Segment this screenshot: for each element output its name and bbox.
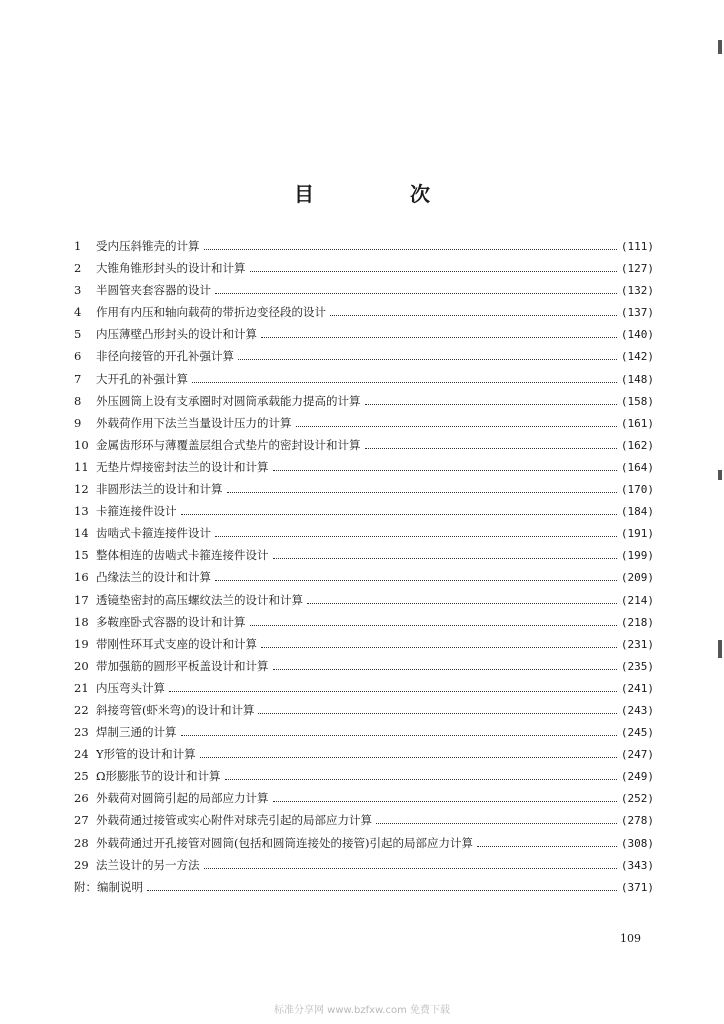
toc-entry-page: (278) xyxy=(620,814,654,828)
toc-entry-number: 7 xyxy=(74,371,82,386)
toc-entry-label: 作用有内压和轴向载荷的带折边变径段的设计 xyxy=(96,305,326,320)
dot-leader xyxy=(365,448,617,449)
dot-leader xyxy=(273,669,617,670)
dot-leader xyxy=(296,426,617,427)
toc-entry xyxy=(74,569,654,591)
toc-entry-number: 15 xyxy=(74,548,89,563)
dot-leader xyxy=(273,470,617,471)
toc-entry-number: 29 xyxy=(74,857,89,872)
toc-entry-number: 21 xyxy=(74,680,89,695)
toc-entry-page: (132) xyxy=(620,284,654,298)
toc-entry-label: 齿啮式卡箍连接件设计 xyxy=(96,526,211,541)
toc-entry-label: 多鞍座卧式容器的设计和计算 xyxy=(96,614,246,629)
toc-entry-page: (199) xyxy=(620,549,654,563)
toc-entry xyxy=(74,437,654,459)
dot-leader xyxy=(204,868,617,869)
toc-entry-label: 卡箍连接件设计 xyxy=(96,504,177,519)
dot-leader xyxy=(376,823,617,824)
toc-entry-number: 18 xyxy=(74,614,89,629)
toc-entry xyxy=(74,238,654,260)
toc-entry-page: (252) xyxy=(620,792,654,806)
toc-entry-number: 14 xyxy=(74,526,89,541)
toc-entry xyxy=(74,282,654,304)
toc-entry-page: (343) xyxy=(620,858,654,872)
dot-leader xyxy=(307,603,617,604)
dot-leader xyxy=(200,757,617,758)
toc-entry-number: 23 xyxy=(74,725,89,740)
dot-leader xyxy=(261,647,617,648)
toc-entry-page: (231) xyxy=(620,637,654,651)
toc-entry xyxy=(74,857,654,879)
toc-entry-page: (214) xyxy=(620,593,654,607)
toc-entry xyxy=(74,724,654,746)
toc-entry-page: (243) xyxy=(620,703,654,717)
toc-entry-number: 2 xyxy=(74,261,82,276)
toc-entry-label: Ω形膨胀节的设计和计算 xyxy=(96,769,221,784)
toc-entry-number: 26 xyxy=(74,791,89,806)
scan-edge-mark xyxy=(718,640,722,658)
toc-entry-page: (241) xyxy=(620,681,654,695)
toc-entry-number: 8 xyxy=(74,393,82,408)
toc-entry xyxy=(74,326,654,348)
toc-entry xyxy=(74,746,654,768)
toc-entry-label: 无垫片焊接密封法兰的设计和计算 xyxy=(96,459,269,474)
page-number: 109 xyxy=(620,932,641,945)
toc-entry-label: 外载荷作用下法兰当量设计压力的计算 xyxy=(96,415,292,430)
toc-entry-page: (209) xyxy=(620,571,654,585)
toc-entry-page: (127) xyxy=(620,262,654,276)
dot-leader xyxy=(330,315,617,316)
toc-entry-number: 27 xyxy=(74,813,89,828)
dot-leader xyxy=(215,580,617,581)
toc-entry-page: (249) xyxy=(620,770,654,784)
toc-entry-label: 整体相连的齿啮式卡箍连接件设计 xyxy=(96,548,269,563)
scan-edge-mark xyxy=(718,470,722,480)
toc-entry-label: 斜接弯管(虾米弯)的设计和计算 xyxy=(96,702,255,717)
toc-entry-label: 带刚性环耳式支座的设计和计算 xyxy=(96,636,257,651)
toc-entry-page: (371) xyxy=(620,880,654,894)
toc-entry xyxy=(74,304,654,326)
toc-entry xyxy=(74,503,654,525)
dot-leader xyxy=(273,801,617,802)
toc-appendix-entry xyxy=(74,879,654,901)
toc-entry-page: (245) xyxy=(620,726,654,740)
toc-entry-number: 10 xyxy=(74,437,89,452)
dot-leader xyxy=(147,890,617,891)
toc-entry-number: 5 xyxy=(74,327,82,342)
toc-entry-number: 25 xyxy=(74,769,89,784)
toc-entry-page: (235) xyxy=(620,659,654,673)
toc-entry-number: 6 xyxy=(74,349,82,364)
toc-entry xyxy=(74,393,654,415)
dot-leader xyxy=(181,514,617,515)
toc-entry xyxy=(74,415,654,437)
dot-leader xyxy=(365,404,617,405)
toc-entry-page: (142) xyxy=(620,350,654,364)
toc-entry-number: 22 xyxy=(74,702,89,717)
toc-entry xyxy=(74,812,654,834)
dot-leader xyxy=(169,691,617,692)
dot-leader xyxy=(192,382,617,383)
toc-entry-label: 焊制三通的计算 xyxy=(96,725,177,740)
toc-entry xyxy=(74,525,654,547)
dot-leader xyxy=(225,779,617,780)
toc-entry-page: (170) xyxy=(620,483,654,497)
dot-leader xyxy=(250,271,617,272)
toc-entry xyxy=(74,547,654,569)
dot-leader xyxy=(273,558,617,559)
dot-leader xyxy=(258,713,616,714)
toc-entry-label: 大锥角锥形封头的设计和计算 xyxy=(96,261,246,276)
toc-entry-label: 透镜垫密封的高压螺纹法兰的设计和计算 xyxy=(96,592,303,607)
dot-leader xyxy=(238,359,617,360)
toc-entry-label: 内压弯头计算 xyxy=(96,680,165,695)
toc-entry xyxy=(74,790,654,812)
toc-entry-label: 内压薄壁凸形封头的设计和计算 xyxy=(96,327,257,342)
toc-entry-number: 20 xyxy=(74,658,89,673)
toc-entry-page: (184) xyxy=(620,505,654,519)
dot-leader xyxy=(204,249,617,250)
toc-entry-number: 9 xyxy=(74,415,82,430)
toc-entry-label: 受内压斜锥壳的计算 xyxy=(96,239,200,253)
toc-entry-page: (111) xyxy=(620,240,654,253)
dot-leader xyxy=(215,536,617,537)
toc-entry xyxy=(74,459,654,481)
toc-entry-number: 3 xyxy=(74,283,82,298)
toc-entry xyxy=(74,636,654,658)
toc-entry-page: (148) xyxy=(620,372,654,386)
toc-entry-label: 大开孔的补强计算 xyxy=(96,371,188,386)
dot-leader xyxy=(227,492,617,493)
table-of-contents xyxy=(74,238,654,901)
toc-entry-number: 24 xyxy=(74,747,89,762)
toc-entry-page: (164) xyxy=(620,460,654,474)
toc-entry-number: 16 xyxy=(74,570,89,585)
toc-entry xyxy=(74,592,654,614)
toc-entry-page: (247) xyxy=(620,748,654,762)
dot-leader xyxy=(215,293,617,294)
toc-entry xyxy=(74,702,654,724)
toc-entry-label: Y形管的设计和计算 xyxy=(96,747,196,762)
toc-entry-page: (162) xyxy=(620,438,654,452)
toc-entry xyxy=(74,260,654,282)
toc-entry-number: 4 xyxy=(74,305,82,320)
dot-leader xyxy=(477,846,617,847)
toc-entry xyxy=(74,348,654,370)
toc-entry-label: 金属齿形环与薄覆盖层组合式垫片的密封设计和计算 xyxy=(96,437,361,452)
toc-entry xyxy=(74,371,654,393)
toc-entry-number: 1 xyxy=(74,239,82,253)
toc-entry-page: (218) xyxy=(620,615,654,629)
toc-entry xyxy=(74,658,654,680)
toc-entry xyxy=(74,768,654,790)
toc-entry-label: 带加强筋的圆形平板盖设计和计算 xyxy=(96,658,269,673)
toc-entry-label: 附：编制说明 xyxy=(74,879,143,894)
toc-entry-page: (140) xyxy=(620,328,654,342)
toc-entry-page: (161) xyxy=(620,416,654,430)
toc-entry xyxy=(74,481,654,503)
toc-entry-label: 半圆管夹套容器的设计 xyxy=(96,283,211,298)
toc-entry-label: 法兰设计的另一方法 xyxy=(96,857,200,872)
toc-entry-label: 外载荷对圆筒引起的局部应力计算 xyxy=(96,791,269,806)
toc-entry-page: (191) xyxy=(620,527,654,541)
toc-title: 目 次 xyxy=(294,182,468,206)
dot-leader xyxy=(261,337,617,338)
toc-entry-label: 外载荷通过开孔接管对圆筒(包括和圆筒连接处的接管)引起的局部应力计算 xyxy=(96,835,473,850)
toc-entry-number: 28 xyxy=(74,835,89,850)
toc-entry-label: 外压圆筒上设有支承圈时对圆筒承载能力提高的计算 xyxy=(96,393,361,408)
toc-entry-label: 非径向接管的开孔补强计算 xyxy=(96,349,234,364)
toc-entry-label: 凸缘法兰的设计和计算 xyxy=(96,570,211,585)
toc-entry-label: 非圆形法兰的设计和计算 xyxy=(96,482,223,497)
dot-leader xyxy=(250,625,617,626)
toc-entry xyxy=(74,835,654,857)
toc-entry-number: 13 xyxy=(74,504,89,519)
toc-entry xyxy=(74,614,654,636)
watermark: 标准分享网 www.bzfxw.com 免费下载 xyxy=(274,1005,450,1016)
toc-entry-number: 19 xyxy=(74,636,89,651)
toc-entry-page: (137) xyxy=(620,306,654,320)
toc-entry-label: 外载荷通过接管或实心附件对球壳引起的局部应力计算 xyxy=(96,813,372,828)
toc-entry-number: 17 xyxy=(74,592,89,607)
dot-leader xyxy=(181,735,617,736)
toc-entry xyxy=(74,680,654,702)
toc-entry-number: 11 xyxy=(74,459,89,474)
toc-entry-page: (158) xyxy=(620,394,654,408)
toc-entry-page: (308) xyxy=(620,836,654,850)
toc-entry-number: 12 xyxy=(74,482,89,497)
scan-edge-mark xyxy=(718,40,722,54)
